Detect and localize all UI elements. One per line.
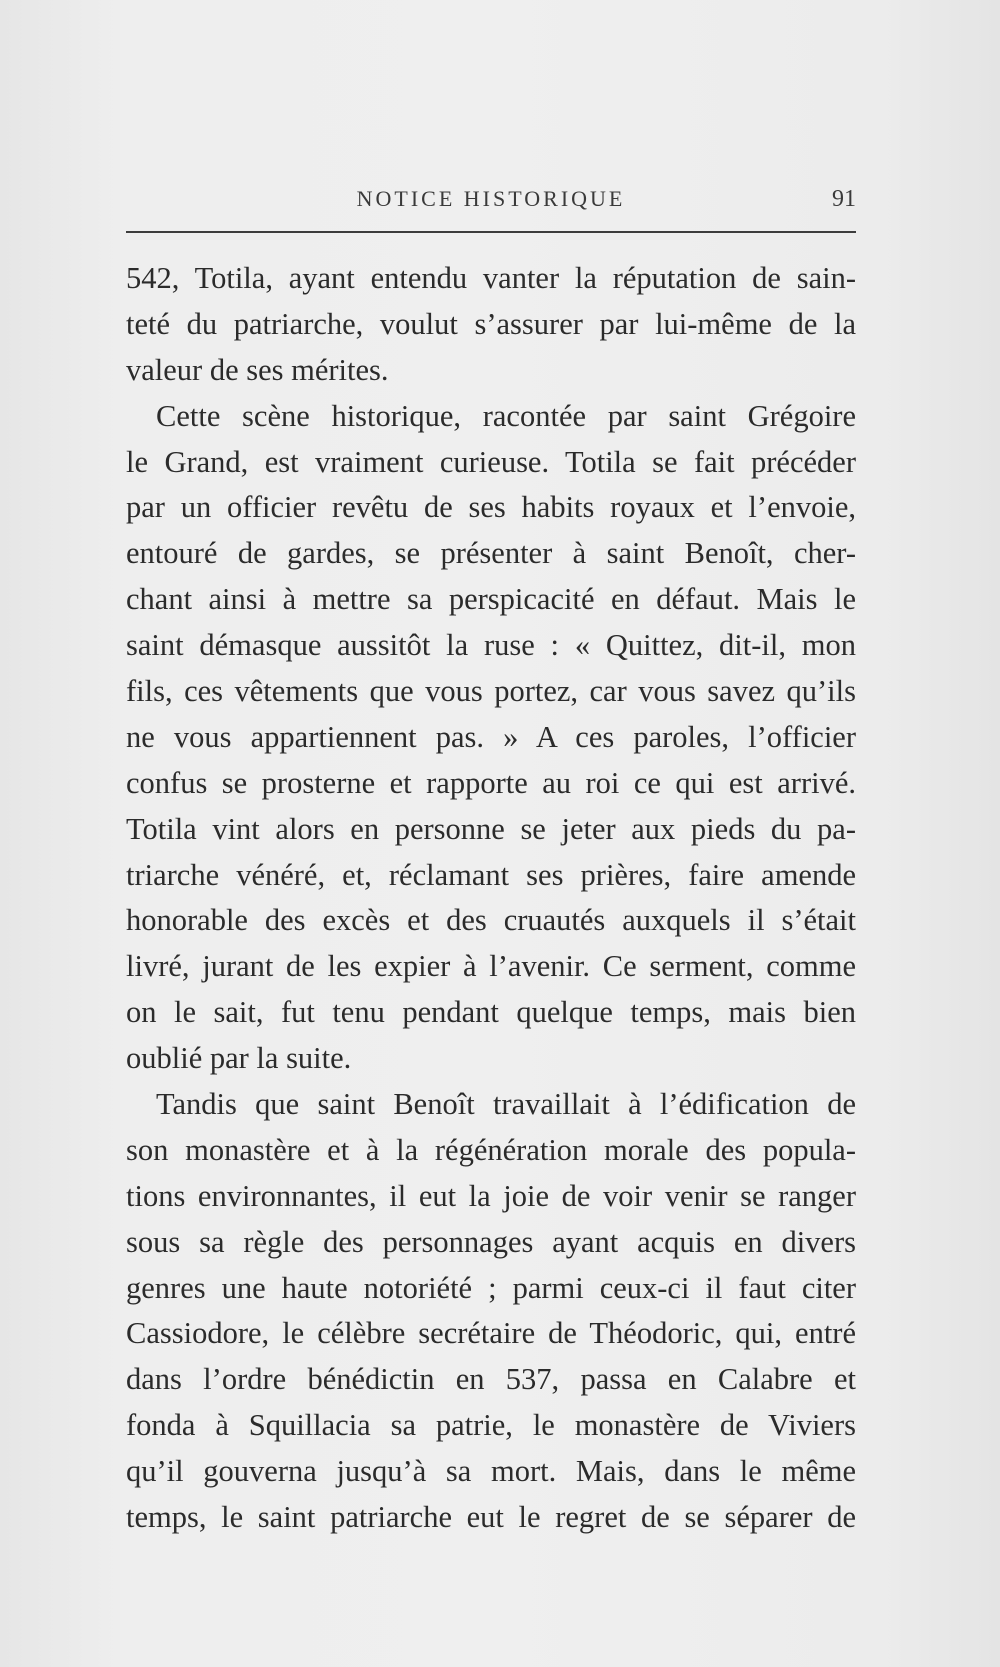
text-line: fils, ces vêtements que vous portez, car vous savez qu’ils xyxy=(126,674,856,709)
text-line: fonda à Squillacia sa patrie, le monastère de Viviers xyxy=(126,1408,856,1443)
text-line: qu’il gouverna jusqu’à sa mort. Mais, dans le même xyxy=(126,1454,856,1489)
text-line: Tandis que saint Benoît travaillait à l’édification de xyxy=(156,1087,856,1122)
text-line: temps, le saint patriarche eut le regret de se séparer de xyxy=(126,1500,856,1535)
text-line: Cette scène historique, racontée par saint Grégoire xyxy=(156,398,856,433)
text-line: on le sait, fut tenu pendant quelque temps, mais bien xyxy=(126,995,856,1030)
text-line: sous sa règle des personnages ayant acquis en divers xyxy=(126,1224,856,1259)
text-line: son monastère et à la régénération morale des popula- xyxy=(126,1132,856,1167)
paragraph-1 xyxy=(126,256,856,394)
text-line: 542, Totila, ayant entendu vanter la réputation de sain- xyxy=(126,261,856,295)
text-line: ne vous appartiennent pas. » A ces paroles, l’officier xyxy=(126,719,856,754)
text-line: le Grand, est vraiment curieuse. Totila se fait précéder xyxy=(126,444,856,479)
page-number: 91 xyxy=(832,186,856,212)
text-line: teté du patriarche, voulut s’assurer par lui-même de la xyxy=(126,306,856,341)
text-line: valeur de ses mérites. xyxy=(126,352,389,387)
text-line: confus se prosterne et rapporte au roi ce qui est arrivé. xyxy=(126,765,856,800)
text-line: saint démasque aussitôt la ruse : « Quittez, dit-il, mon xyxy=(126,628,856,663)
paragraph-3 xyxy=(126,1082,856,1541)
text-line: genres une haute notoriété ; parmi ceux-ci il faut citer xyxy=(126,1270,856,1305)
text-line: tions environnantes, il eut la joie de voir venir se ranger xyxy=(126,1178,856,1213)
running-title: NOTICE HISTORIQUE xyxy=(356,186,626,211)
text-line: par un officier revêtu de ses habits royaux et l’envoie, xyxy=(126,490,856,525)
text-line: entouré de gardes, se présenter à saint Benoît, cher- xyxy=(126,536,856,571)
text-line: Totila vint alors en personne se jeter aux pieds du pa- xyxy=(126,811,856,846)
text-line: dans l’ordre bénédictin en 537, passa en Calabre et xyxy=(126,1362,856,1397)
paragraph-2 xyxy=(126,394,856,1082)
text-line: livré, jurant de les expier à l’avenir. Ce serment, comme xyxy=(126,949,856,984)
text-line: triarche vénéré, et, réclamant ses prières, faire amende xyxy=(126,857,856,892)
body-text xyxy=(126,256,856,1541)
text-line: honorable des excès et des cruautés auxquels il s’était xyxy=(126,903,856,938)
running-head xyxy=(126,186,856,216)
header-rule xyxy=(126,231,856,233)
text-line: chant ainsi à mettre sa perspicacité en défaut. Mais le xyxy=(126,582,856,617)
text-line: oublié par la suite. xyxy=(126,1041,352,1076)
text-line: Cassiodore, le célèbre secrétaire de Théodoric, qui, entré xyxy=(126,1316,856,1351)
